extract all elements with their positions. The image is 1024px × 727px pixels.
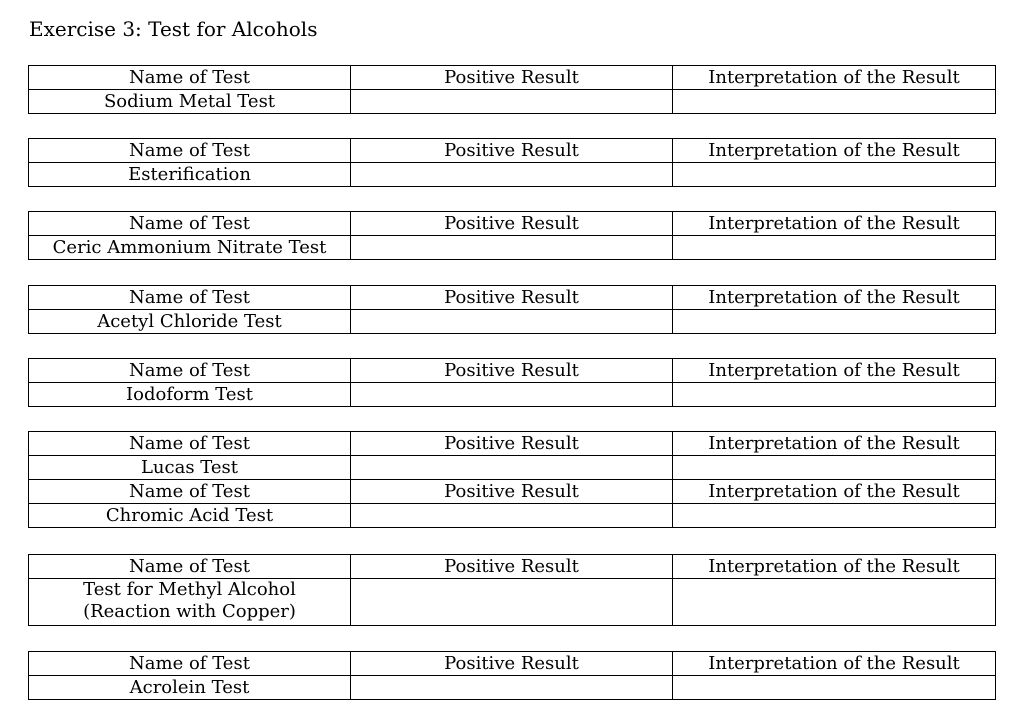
header-interpretation: Interpretation of the Result xyxy=(673,480,996,504)
interpretation-cell[interactable] xyxy=(673,90,996,114)
header-name-of-test: Name of Test xyxy=(29,286,351,310)
positive-result-cell[interactable] xyxy=(351,456,673,480)
header-name-of-test: Name of Test xyxy=(29,139,351,163)
test-table-methyl-alcohol xyxy=(28,554,996,626)
header-row xyxy=(29,359,996,383)
positive-result-cell[interactable] xyxy=(351,504,673,528)
header-row xyxy=(29,212,996,236)
test-row xyxy=(29,90,996,114)
test-table-iodoform xyxy=(28,358,996,407)
interpretation-cell[interactable] xyxy=(673,456,996,480)
header-interpretation: Interpretation of the Result xyxy=(673,652,996,676)
header-row xyxy=(29,432,996,456)
header-name-of-test: Name of Test xyxy=(29,66,351,90)
interpretation-cell[interactable] xyxy=(673,310,996,334)
test-name: Chromic Acid Test xyxy=(29,504,351,528)
header-name-of-test: Name of Test xyxy=(29,480,351,504)
header-name-of-test: Name of Test xyxy=(29,652,351,676)
test-row xyxy=(29,676,996,700)
header-positive-result: Positive Result xyxy=(351,652,673,676)
positive-result-cell[interactable] xyxy=(351,676,673,700)
header-row xyxy=(29,555,996,579)
header-name-of-test: Name of Test xyxy=(29,212,351,236)
test-name: Ceric Ammonium Nitrate Test xyxy=(29,236,351,260)
test-table-ceric-ammonium-nitrate xyxy=(28,211,996,260)
header-interpretation: Interpretation of the Result xyxy=(673,66,996,90)
interpretation-cell[interactable] xyxy=(673,383,996,407)
header-interpretation: Interpretation of the Result xyxy=(673,286,996,310)
header-interpretation: Interpretation of the Result xyxy=(673,555,996,579)
interpretation-cell[interactable] xyxy=(673,504,996,528)
positive-result-cell[interactable] xyxy=(351,310,673,334)
test-row xyxy=(29,504,996,528)
header-row xyxy=(29,286,996,310)
interpretation-cell[interactable] xyxy=(673,676,996,700)
header-interpretation: Interpretation of the Result xyxy=(673,359,996,383)
header-positive-result: Positive Result xyxy=(351,212,673,236)
test-name: Esterification xyxy=(29,163,351,187)
header-positive-result: Positive Result xyxy=(351,480,673,504)
positive-result-cell[interactable] xyxy=(351,579,673,626)
test-row xyxy=(29,310,996,334)
header-name-of-test: Name of Test xyxy=(29,359,351,383)
header-positive-result: Positive Result xyxy=(351,359,673,383)
header-positive-result: Positive Result xyxy=(351,555,673,579)
header-row xyxy=(29,66,996,90)
test-name-line-1: Test for Methyl Alcohol xyxy=(83,579,296,600)
test-name-line-2: (Reaction with Copper) xyxy=(83,601,296,622)
exercise-title: Exercise 3: Test for Alcohols xyxy=(29,17,318,41)
test-name xyxy=(29,579,351,626)
test-table-sodium-metal xyxy=(28,65,996,114)
test-name: Acrolein Test xyxy=(29,676,351,700)
test-table-lucas-chromic xyxy=(28,431,996,528)
interpretation-cell[interactable] xyxy=(673,579,996,626)
header-row xyxy=(29,652,996,676)
interpretation-cell[interactable] xyxy=(673,236,996,260)
test-table-acrolein xyxy=(28,651,996,700)
positive-result-cell[interactable] xyxy=(351,236,673,260)
header-name-of-test: Name of Test xyxy=(29,555,351,579)
test-row xyxy=(29,456,996,480)
interpretation-cell[interactable] xyxy=(673,163,996,187)
positive-result-cell[interactable] xyxy=(351,163,673,187)
test-row xyxy=(29,579,996,626)
test-name: Sodium Metal Test xyxy=(29,90,351,114)
header-positive-result: Positive Result xyxy=(351,139,673,163)
header-positive-result: Positive Result xyxy=(351,286,673,310)
positive-result-cell[interactable] xyxy=(351,90,673,114)
positive-result-cell[interactable] xyxy=(351,383,673,407)
header-row xyxy=(29,480,996,504)
test-row xyxy=(29,236,996,260)
header-positive-result: Positive Result xyxy=(351,432,673,456)
test-name: Acetyl Chloride Test xyxy=(29,310,351,334)
header-interpretation: Interpretation of the Result xyxy=(673,432,996,456)
test-row xyxy=(29,383,996,407)
header-name-of-test: Name of Test xyxy=(29,432,351,456)
header-interpretation: Interpretation of the Result xyxy=(673,139,996,163)
test-table-esterification xyxy=(28,138,996,187)
test-table-acetyl-chloride xyxy=(28,285,996,334)
test-name: Iodoform Test xyxy=(29,383,351,407)
header-row xyxy=(29,139,996,163)
test-row xyxy=(29,163,996,187)
test-name: Lucas Test xyxy=(29,456,351,480)
header-interpretation: Interpretation of the Result xyxy=(673,212,996,236)
header-positive-result: Positive Result xyxy=(351,66,673,90)
